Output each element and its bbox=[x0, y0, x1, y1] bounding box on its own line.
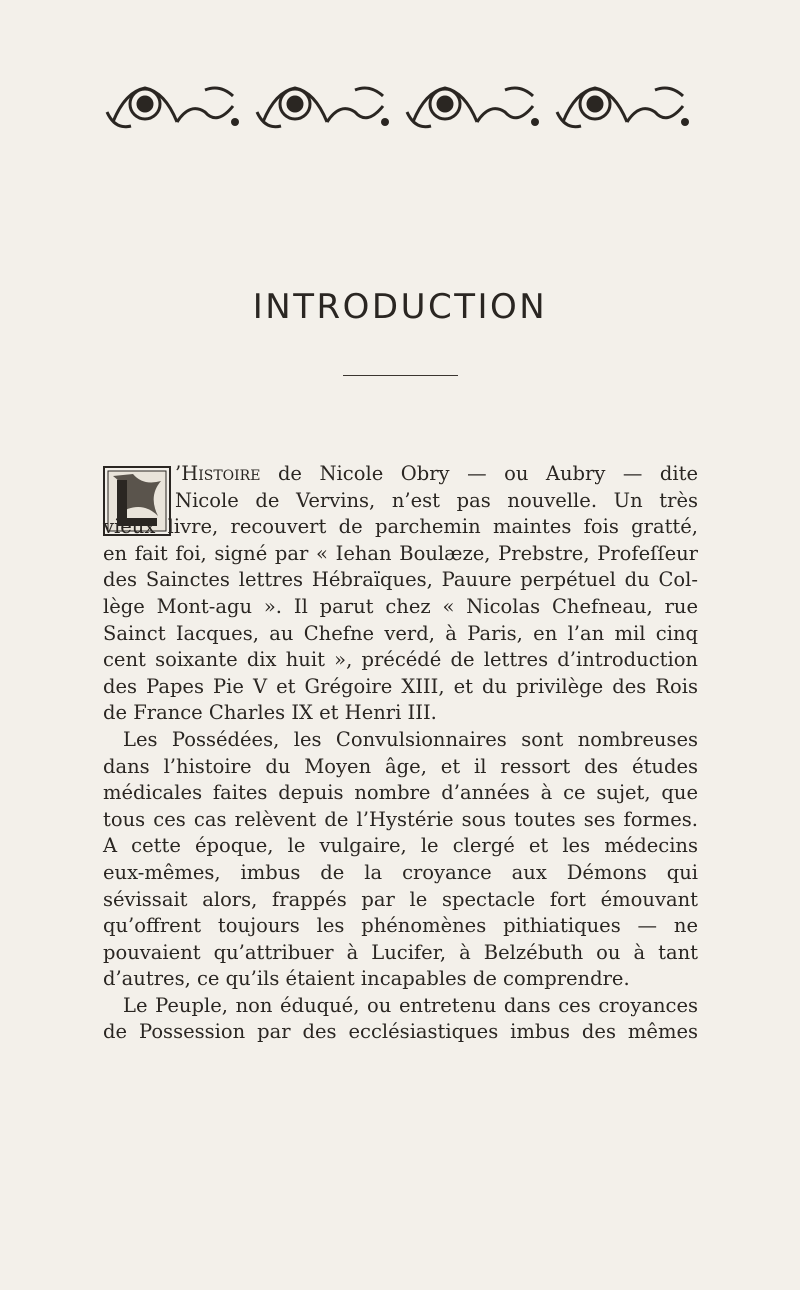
body-line-text: de France Charles IX et Henri III. bbox=[103, 701, 437, 725]
body-line-text: des Papes Pie V et Grégoire XIII, et du privilège des Rois bbox=[103, 674, 698, 698]
drop-cap-letter: L bbox=[103, 451, 114, 470]
body-line bbox=[103, 860, 698, 887]
body-line bbox=[103, 966, 698, 993]
body-line-text: de Possession par des ecclésiastiques imbus des mêmes bbox=[103, 1020, 698, 1044]
body-line bbox=[103, 833, 698, 860]
body-line bbox=[103, 461, 698, 488]
body-line bbox=[103, 541, 698, 568]
body-line-text: Sainct Iacques, au Chefne verd, à Paris, en l’an mil cinq bbox=[103, 621, 698, 645]
body-line-text: d’autres, ce qu’ils étaient incapables de comprendre. bbox=[103, 967, 630, 991]
body-line-text: pouvaient qu’attribuer à Lucifer, à Belzébuth ou à tant bbox=[103, 940, 698, 964]
body-line bbox=[103, 1019, 698, 1046]
body-line-text: sévissait alors, frappés par le spectacle fort émouvant bbox=[103, 887, 698, 911]
title-divider bbox=[343, 375, 458, 376]
body-line bbox=[103, 488, 698, 515]
body-line bbox=[103, 567, 698, 594]
body-line-text: Le Peuple, non éduqué, ou entretenu dans ces croyances bbox=[123, 993, 698, 1017]
header-ornament bbox=[105, 82, 695, 134]
body-line bbox=[103, 727, 698, 754]
body-line-text: en fait foi, signé par « Iehan Boulæze, Prebstre, Profeſſeur bbox=[103, 541, 698, 565]
body-line bbox=[103, 647, 698, 674]
body-line-prefix: ’Histoire bbox=[175, 462, 261, 485]
body-line-text: Les Possédées, les Convulsionnaires sont nombreuses bbox=[123, 727, 698, 751]
body-line bbox=[103, 993, 698, 1020]
body-line-text: des Sainctes lettres Hébraïques, Pauure perpétuel du Col- bbox=[103, 568, 698, 592]
body-line-text: eux-mêmes, imbus de la croyance aux Démons qui bbox=[103, 860, 698, 884]
body-line bbox=[103, 700, 698, 727]
body-line bbox=[103, 887, 698, 914]
body-line-text: cent soixante dix huit », précédé de lettres d’introduction bbox=[103, 648, 698, 672]
body-line bbox=[103, 621, 698, 648]
page-title: INTRODUCTION bbox=[252, 287, 548, 327]
body-line-text: Nicole de Vervins, n’est pas nouvelle. Un très bbox=[175, 488, 698, 512]
body-line-text: A cette époque, le vulgaire, le clergé et les médecins bbox=[103, 834, 698, 858]
body-line-text: vieux livre, recouvert de parchemin maintes fois gratté, bbox=[103, 515, 698, 539]
body-line bbox=[103, 754, 698, 781]
body-line bbox=[103, 940, 698, 967]
body-line-text: dans l’histoire du Moyen âge, et il ressort des études bbox=[103, 754, 698, 778]
body-line-text: lège Mont-agu ». Il parut chez « Nicolas Chefneau, rue bbox=[103, 594, 698, 618]
body-line bbox=[103, 807, 698, 834]
body-line bbox=[103, 780, 698, 807]
body-line-text: tous ces cas relèvent de l’Hystérie sous toutes ses formes. bbox=[103, 807, 698, 831]
body-line bbox=[103, 514, 698, 541]
body-line-text: médicales faites depuis nombre d’années à ce sujet, que bbox=[103, 781, 698, 805]
body-line bbox=[103, 594, 698, 621]
body-line bbox=[103, 674, 698, 701]
body-line bbox=[103, 913, 698, 940]
body-line-text: de Nicole Obry — ou Aubry — dite bbox=[260, 462, 698, 485]
body-line-text: qu’offrent toujours les phénomènes pithiatiques — ne bbox=[103, 914, 698, 938]
body-text bbox=[103, 461, 698, 1046]
